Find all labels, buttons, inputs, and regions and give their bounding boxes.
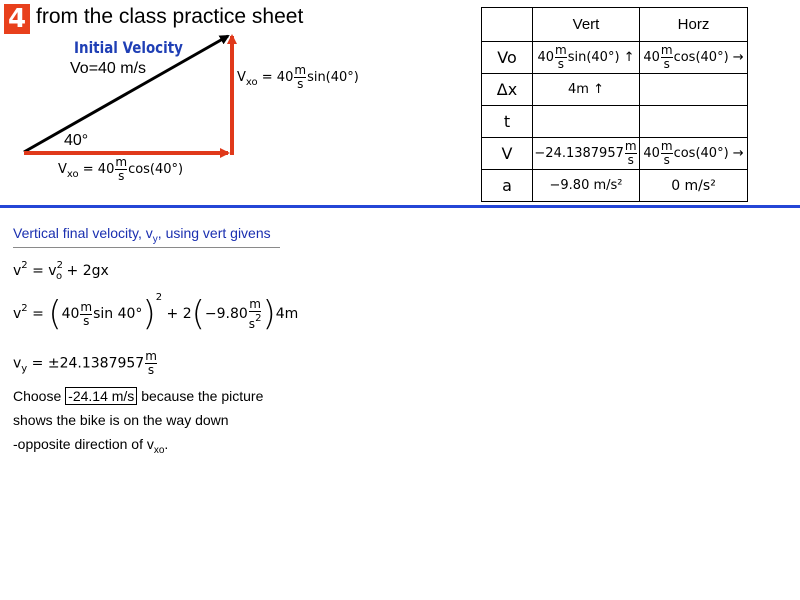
cell-a-horz: 0 m/s² [640, 170, 748, 202]
column-header-horz: Horz [640, 8, 748, 42]
row-label-vo: Vo [482, 42, 533, 74]
equation-result: $v_y = \pm 24.1387957$ $\frac{m}{s}$ [13, 349, 157, 377]
table-corner-cell [482, 8, 533, 42]
table-row-t [482, 106, 748, 138]
cell-vo-horz: 40 $\frac{m}{s}$ cos(40°) → [640, 42, 748, 74]
table-row-vo [482, 42, 748, 74]
table-row-dx [482, 74, 748, 106]
row-label-dx: Δx [482, 74, 533, 106]
cell-dx-vert: 4m ↑ [533, 74, 640, 106]
initial-velocity-value: Vo=40 m/s [70, 60, 147, 77]
explanation-line-3: -opposite direction of $v_{xo}$. [13, 436, 169, 456]
cell-v-vert: −24.1387957 $\frac{m}{s}$ [533, 138, 640, 170]
chosen-answer-box: -24.14 m/s [65, 387, 137, 405]
table-row-a [482, 170, 748, 202]
explanation-line-2: shows the bike is on the way down [13, 412, 229, 428]
table-header-row [482, 8, 748, 42]
cell-a-vert: −9.80 m/s² [533, 170, 640, 202]
problem-number-badge: 4 [4, 4, 30, 34]
cell-t-vert [533, 106, 640, 138]
equation-kinematic: $v^2 = v^2_o + 2gx$ [13, 260, 109, 282]
horizontal-component-label: $V_{xo} = 40$ $\frac{m}{s}$ cos(40°) [58, 155, 184, 183]
choose-statement: Choose -24.14 m/s because the picture [13, 388, 264, 404]
cell-vo-vert: 40 $\frac{m}{s}$ sin(40°) ↑ [533, 42, 640, 74]
row-label-a: a [482, 170, 533, 202]
vertical-component-label: $V_{xo} = 40$ $\frac{m}{s}$ sin(40°) [237, 63, 359, 91]
cell-v-horz: 40 $\frac{m}{s}$ cos(40°) → [640, 138, 748, 170]
cell-dx-horz [640, 74, 748, 106]
solution-heading: Vertical final velocity, $v_y$, using vert givens [13, 225, 271, 245]
page-title: from the class practice sheet [36, 5, 304, 28]
equation-substituted: $v^2 = (40$ $\frac{m}{s}$ sin 40°)$^2$ + 2(−9.80 $\frac{m}{s^2}$ )4m [13, 292, 299, 334]
row-label-t: t [482, 106, 533, 138]
cell-t-horz [640, 106, 748, 138]
angle-label: 40° [64, 132, 89, 149]
row-label-v: V [482, 138, 533, 170]
column-header-vert: Vert [533, 8, 640, 42]
givens-table [481, 7, 748, 202]
initial-velocity-heading: Initial Velocity [74, 38, 183, 57]
section-divider [0, 205, 800, 208]
table-row-v [482, 138, 748, 170]
solution-heading-underline [13, 247, 280, 248]
